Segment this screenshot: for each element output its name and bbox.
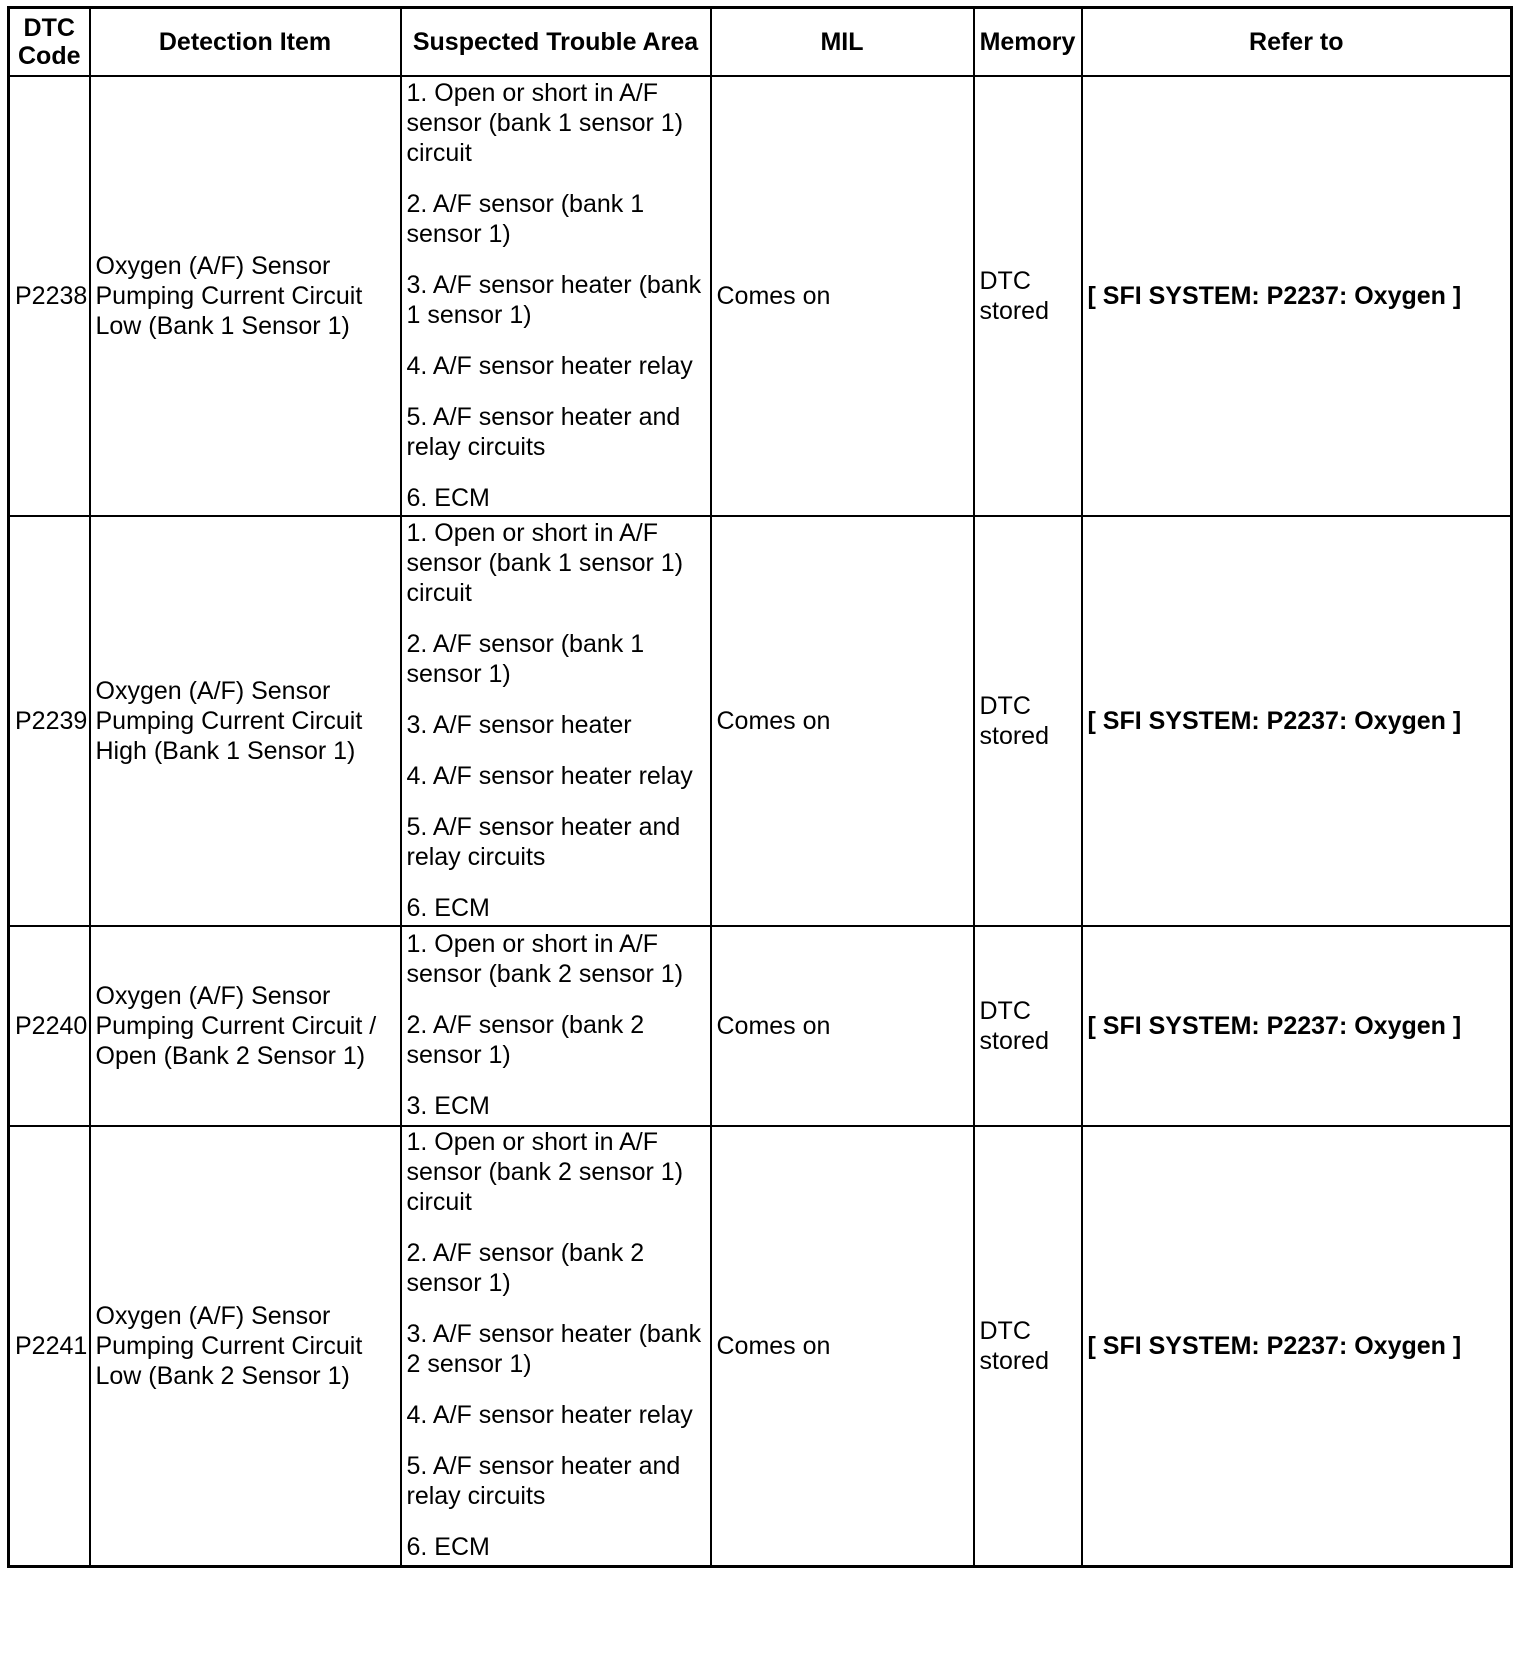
- trouble-area-item: 2. A/F sensor (bank 2 sensor 1): [406, 1239, 645, 1298]
- trouble-area-list: [407, 78, 705, 513]
- memory-cell: DTC stored: [974, 516, 1082, 926]
- trouble-area-item: 1. Open or short in A/F sensor (bank 2 sensor 1) circuit: [406, 1128, 684, 1217]
- header-mil: MIL: [711, 8, 974, 77]
- trouble-area-item: 6. ECM: [406, 893, 490, 922]
- mil-cell: Comes on: [711, 926, 974, 1126]
- trouble-area-item: 3. A/F sensor heater (bank 1 sensor 1): [406, 270, 702, 329]
- trouble-area-item: 1. Open or short in A/F sensor (bank 1 sensor 1) circuit: [406, 518, 684, 607]
- trouble-area-item: 4. A/F sensor heater relay: [406, 1401, 693, 1430]
- detection-item-cell: Oxygen (A/F) Sensor Pumping Current Circuit / Open (Bank 2 Sensor 1): [90, 926, 401, 1126]
- trouble-area-item: 1. Open or short in A/F sensor (bank 2 sensor 1): [406, 930, 684, 988]
- header-refer-to: Refer to: [1082, 8, 1512, 77]
- dtc-code-cell: P2239: [9, 516, 90, 926]
- detection-item-cell: Oxygen (A/F) Sensor Pumping Current Circuit Low (Bank 1 Sensor 1): [90, 76, 401, 516]
- trouble-area-item: 1. Open or short in A/F sensor (bank 1 sensor 1) circuit: [406, 78, 684, 167]
- trouble-area-item: 3. A/F sensor heater (bank 2 sensor 1): [406, 1320, 702, 1379]
- mil-cell: Comes on: [711, 516, 974, 926]
- dtc-code-cell: P2238: [9, 76, 90, 516]
- mil-cell: Comes on: [711, 1126, 974, 1566]
- trouble-area-cell: [401, 1126, 711, 1566]
- trouble-area-item: 6. ECM: [406, 483, 490, 512]
- trouble-area-item: 6. ECM: [406, 1533, 490, 1562]
- trouble-area-cell: [401, 516, 711, 926]
- table-header: [9, 8, 1512, 77]
- dtc-code-cell: P2240: [9, 926, 90, 1126]
- refer-to-link[interactable]: [ SFI SYSTEM: P2237: Oxygen ]: [1082, 1126, 1512, 1566]
- trouble-area-item: 4. A/F sensor heater relay: [406, 351, 693, 380]
- header-memory: Memory: [974, 8, 1082, 77]
- trouble-area-item: 5. A/F sensor heater and relay circuits: [406, 812, 681, 871]
- mil-cell: Comes on: [711, 76, 974, 516]
- trouble-area-item: 2. A/F sensor (bank 1 sensor 1): [406, 629, 645, 688]
- trouble-area-list: [407, 929, 705, 1121]
- table-row: [9, 516, 1512, 926]
- header-suspected-trouble-area: Suspected Trouble Area: [401, 8, 711, 77]
- memory-cell: DTC stored: [974, 76, 1082, 516]
- dtc-table: [7, 6, 1513, 1568]
- trouble-area-item: 2. A/F sensor (bank 1 sensor 1): [406, 189, 645, 248]
- detection-item-cell: Oxygen (A/F) Sensor Pumping Current Circuit High (Bank 1 Sensor 1): [90, 516, 401, 926]
- trouble-area-item: 3. ECM: [406, 1092, 490, 1120]
- trouble-area-cell: [401, 926, 711, 1126]
- table-row: [9, 1126, 1512, 1566]
- header-detection-item: Detection Item: [90, 8, 401, 77]
- header-row: [9, 8, 1512, 77]
- table-body: [9, 76, 1512, 1566]
- trouble-area-item: 5. A/F sensor heater and relay circuits: [406, 1452, 681, 1511]
- trouble-area-item: 2. A/F sensor (bank 2 sensor 1): [406, 1011, 645, 1069]
- memory-cell: DTC stored: [974, 926, 1082, 1126]
- trouble-area-item: 3. A/F sensor heater: [406, 710, 632, 739]
- trouble-area-item: 5. A/F sensor heater and relay circuits: [406, 402, 681, 461]
- refer-to-link[interactable]: [ SFI SYSTEM: P2237: Oxygen ]: [1082, 516, 1512, 926]
- trouble-area-list: [407, 1127, 705, 1562]
- trouble-area-cell: [401, 76, 711, 516]
- refer-to-link[interactable]: [ SFI SYSTEM: P2237: Oxygen ]: [1082, 76, 1512, 516]
- detection-item-cell: Oxygen (A/F) Sensor Pumping Current Circuit Low (Bank 2 Sensor 1): [90, 1126, 401, 1566]
- table-row: [9, 926, 1512, 1126]
- header-dtc-code-line2: Code: [18, 42, 81, 70]
- memory-cell: DTC stored: [974, 1126, 1082, 1566]
- trouble-area-list: [407, 518, 705, 923]
- table-row: [9, 76, 1512, 516]
- refer-to-link[interactable]: [ SFI SYSTEM: P2237: Oxygen ]: [1082, 926, 1512, 1126]
- header-dtc-code-line1: DTC: [23, 14, 75, 42]
- trouble-area-item: 4. A/F sensor heater relay: [406, 761, 693, 790]
- dtc-code-cell: P2241: [9, 1126, 90, 1566]
- header-dtc-code: [9, 8, 90, 77]
